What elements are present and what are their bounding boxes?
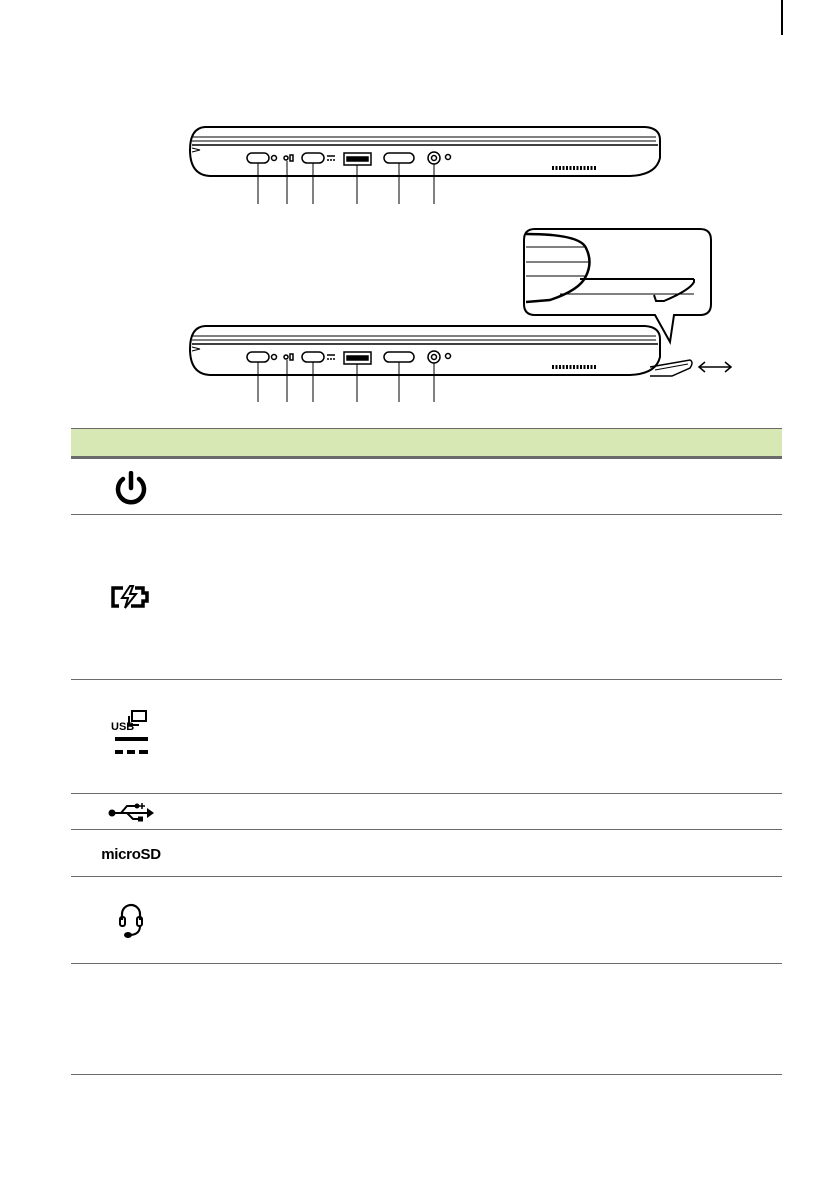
microsd-label: microSD xyxy=(101,846,161,863)
ports-top xyxy=(247,152,596,168)
laptop-side-view-bottom xyxy=(190,326,692,376)
battery-charging-icon xyxy=(71,585,191,609)
headset-icon xyxy=(71,901,191,941)
usb-icon xyxy=(71,802,191,822)
table-row-battery xyxy=(71,515,782,680)
laptop-side-diagram xyxy=(0,0,840,420)
table-row-headset xyxy=(71,877,782,964)
microsd-icon xyxy=(71,846,191,863)
table-row-microsd xyxy=(71,830,782,877)
usb-c-port-top xyxy=(302,153,324,163)
callouts-bottom xyxy=(258,360,434,402)
table-header xyxy=(71,428,782,459)
microsd-slot-top xyxy=(384,153,414,163)
table-row-usb-c xyxy=(71,680,782,794)
port-spec-table xyxy=(71,428,782,1075)
audio-jack-bottom xyxy=(428,351,440,363)
usb-c-icon xyxy=(71,708,191,760)
table-row-power xyxy=(71,459,782,515)
power-icon xyxy=(71,471,191,507)
power-button-bottom xyxy=(247,352,269,362)
microsd-slot-bottom xyxy=(384,352,414,362)
callouts-top xyxy=(258,161,434,204)
laptop-side-view-top xyxy=(190,127,660,176)
power-button-top xyxy=(247,153,269,163)
audio-jack-top xyxy=(428,152,440,164)
svg-text:USB: USB xyxy=(111,721,135,733)
double-arrow-icon xyxy=(699,362,731,372)
table-row-usb-a xyxy=(71,794,782,830)
table-row-speaker xyxy=(71,964,782,1075)
ports-bottom xyxy=(247,351,596,367)
usb-c-port-bottom xyxy=(302,352,324,362)
